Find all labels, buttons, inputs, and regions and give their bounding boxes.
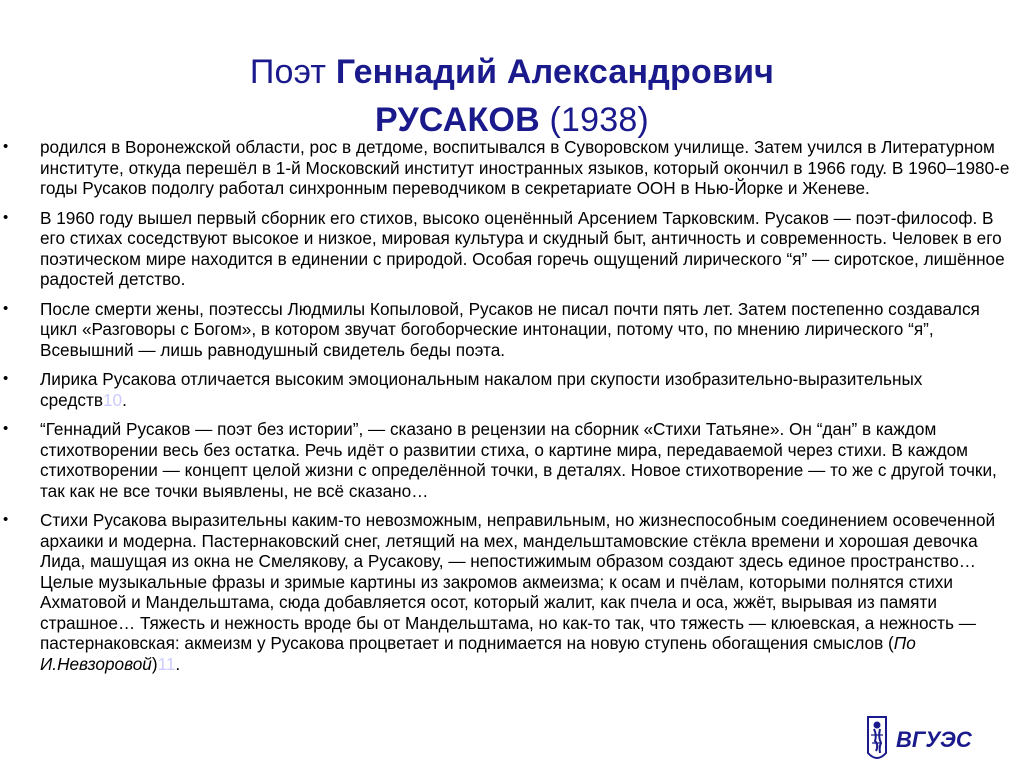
bullet-suffix: . [175,653,181,674]
bullet-text: Лирика Русакова отличается высоким эмоциональным накалом при скупости изобразительно-выразительных средств [40,369,923,410]
title-prefix: Поэт [249,53,336,91]
bullet-item-3 [0,299,1024,361]
poet-surname: РУСАКОВ [375,101,540,139]
bullet-item-6 [0,510,1024,674]
source-close-paren: ) [151,653,158,674]
bullet-dot: • [3,511,9,528]
bullet-item-4 [0,369,1024,410]
reference-link-10[interactable]: 10 [102,389,123,410]
bullet-text: Стихи Русакова выразительны каким-то невозможным, неправильным, но жизнеспособным соединением осовеченной архаики и модерна. Пастернаковский снег, летящий на мех, мандельштамовские стёкла времени и хорошая девочка Лида, машущая из окна не Смелякову, а Русакову, — непостижимым образом создают здесь единое пространство… Целые музыкальные фразы и зримые картины из закромов акмеизма; к осам и пчёлам, которыми полнятся стихи Ахматовой и Мандельштама, сюда добавляется осот, который жалит, как пчела и оса, жжёт, вырывая из памяти страшное… Тяжесть и нежность вроде бы от Мандельштама, но как-то так, что тяжесть — клюевская, а нежность — пастернаковская: акмеизм у Русакова процветает и поднимается на новую ступень обогащения смыслов ( [40,510,996,653]
bullet-dot: • [3,208,9,226]
bullet-text: “Геннадий Русаков — поэт без истории”, — сказано в рецензии на сборник «Стихи Татьяне». Он “дан” в каждом стихотворении весь без остатка. Речь идёт о развитии стиха, о картине мира, передаваемой через стихи. В каждом стихотворении — концепт целой жизни с определённой точки, в деталях. Новое стихотворение — то же с другой точки, так как не все точки выявлены, не всё сказано… [40,419,997,501]
bullet-item-1 [0,137,1024,199]
bullet-item-2 [0,208,1024,290]
university-logo [862,713,992,765]
slide-title [0,48,1024,144]
poet-name: Геннадий Александрович [335,53,775,91]
title-line-1 [0,48,1024,96]
bullet-text: После смерти жены, поэтессы Людмилы Копыловой, Русаков не писал почти пять лет. Затем постепенно создавался цикл «Разговоры с Богом», в котором звучат богоборческие интонации, потому что, по мнению лирического “я”, Всевышний — лишь равнодушный свидетель беды поэта. [40,298,980,360]
bullet-dot: • [3,370,9,387]
university-emblem-icon [862,713,992,765]
poet-years: (1938) [539,101,649,139]
bullet-text: В 1960 году вышел первый сборник его стихов, высоко оценённый Арсением Тарковским. Русаков — поэт-философ. В его стихах соседствуют высокое и низкое, мировая культура и скудный быт, античность и современность. Человек в его поэтическом мире находится в единении с природой. Особая горечь ощущений лирического “я” — сиротское, лишённое радостей детство. [40,207,1005,289]
bullet-item-5 [0,419,1024,501]
bullet-dot: • [3,299,9,317]
bullet-list [0,137,1024,683]
bullet-text: родился в Воронежской области, рос в детдоме, воспитывался в Суворовском училище. Затем учился в Литературном институте, откуда перешёл в 1-й Московский институт иностранных языков, который окончил в 1966 году. В 1960–1980-е годы Русаков подолгу работал синхронным переводчиком в секретариате ООН в Нью-Йорке и Женеве. [40,137,1010,198]
reference-link-11[interactable]: 11 [157,653,176,674]
bullet-dot: • [3,420,9,437]
bullet-dot: • [3,138,9,155]
logo-text: ВГУЭС [896,727,972,752]
source-attribution: По И.Невзоровой [40,633,916,674]
bullet-suffix: . [122,389,127,410]
